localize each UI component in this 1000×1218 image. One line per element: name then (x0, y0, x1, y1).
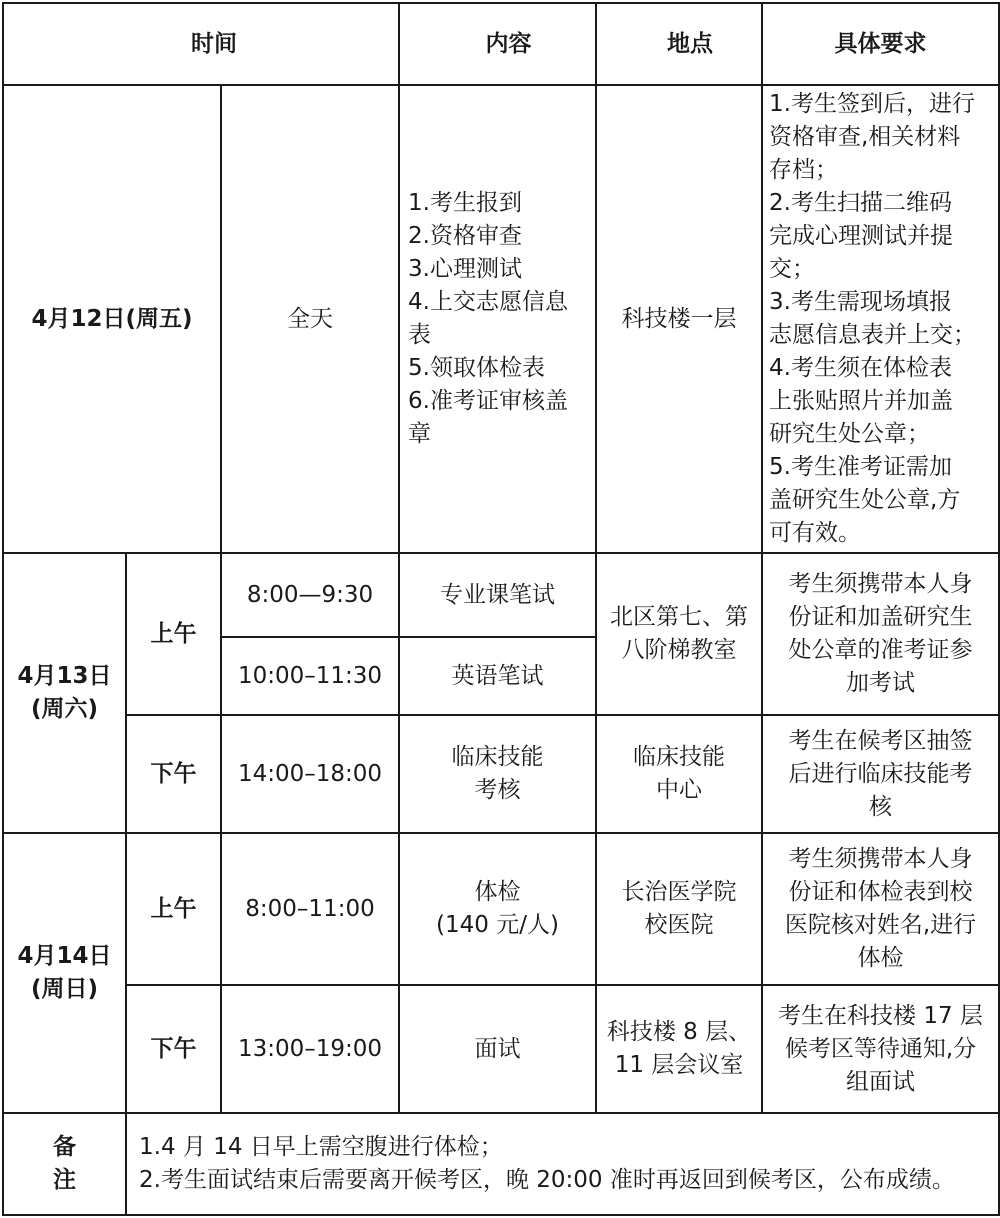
day2-slot2-time: 10:00–11:30 (221, 637, 399, 715)
day1-content-line: 5.领取体检表 (408, 355, 545, 381)
header-location: 地点 (596, 3, 762, 85)
day3-morning-req-line: 医院核对姓名,进行 (784, 912, 977, 938)
day1-content-line: 2.资格审查 (408, 223, 522, 249)
day3-morning-location-line: 长治医学院 (621, 879, 737, 905)
day2-afternoon-location-line: 临床技能 (633, 744, 725, 770)
header-time: 时间 (3, 3, 399, 85)
day1-req-line: 志愿信息表并上交； (769, 322, 976, 348)
day2-morning-label: 上午 (126, 553, 221, 715)
day2-afternoon-req-line: 核 (869, 793, 892, 820)
day1-content-line: 章 (408, 421, 431, 447)
day2-date-line1: 4月13日 (17, 663, 112, 689)
day3-afternoon-requirements (762, 985, 999, 1113)
notes-label: 备注 (3, 1113, 126, 1215)
day1-content-line: 4.上交志愿信息 (408, 289, 568, 315)
day1-content (399, 85, 596, 553)
day2-slot2-content: 英语笔试 (399, 637, 596, 715)
day3-morning-req-line: 份证和体检表到校 (788, 879, 973, 905)
note-item: 1.4 月 14 日早上需空腹进行体检； (139, 1134, 503, 1160)
day2-afternoon-location-line: 中心 (656, 777, 702, 803)
day1-req-line: 4.考生须在体检表 (769, 355, 952, 381)
day2-afternoon-content-line: 临床技能 (451, 744, 544, 770)
day2-slot1-content: 专业课笔试 (399, 553, 596, 637)
day1-req-line: 研究生处公章； (769, 421, 930, 447)
day3-afternoon-req-line: 候考区等待通知,分 (784, 1035, 977, 1062)
header-content: 内容 (399, 3, 596, 85)
day3-afternoon-req-line: 考生在科技楼 17 层 (778, 1002, 983, 1029)
day1-req-line: 完成心理测试并提 (769, 223, 953, 249)
day3-morning-req-line: 考生须携带本人身 (788, 846, 973, 872)
day3-date-line1: 4月14日 (17, 943, 112, 969)
notes-row (3, 1113, 999, 1215)
day1-content-line: 表 (408, 322, 431, 348)
day1-req-line: 可有效。 (769, 520, 861, 546)
day1-date: 4月12日(周五) (3, 85, 221, 553)
day1-req-line: 存档； (769, 157, 838, 183)
day2-morning-location-line: 北区第七、第 (610, 604, 748, 630)
day1-req-line: 上张贴照片并加盖 (769, 388, 953, 414)
day3-afternoon-row (3, 985, 999, 1113)
day2-morning-requirements (762, 553, 999, 715)
day2-afternoon-location (596, 715, 762, 833)
day3-morning-location-line: 校医院 (644, 912, 714, 938)
day3-date (3, 833, 126, 1113)
day1-row (3, 85, 999, 553)
day3-morning-content-line: 体检 (474, 879, 521, 905)
day2-morning-req-line: 份证和加盖研究生 (788, 604, 973, 630)
notes-content (126, 1113, 999, 1215)
day3-morning-location (596, 833, 762, 985)
day1-period: 全天 (221, 85, 399, 553)
day2-date-line2: (周六) (30, 696, 99, 722)
day1-content-line: 3.心理测试 (408, 256, 522, 282)
day3-morning-content (399, 833, 596, 985)
header-requirements: 具体要求 (762, 3, 999, 85)
day3-morning-requirements (762, 833, 999, 985)
day3-afternoon-time: 13:00–19:00 (221, 985, 399, 1113)
day2-morning-req-line: 考生须携带本人身 (788, 571, 973, 597)
day2-afternoon-content (399, 715, 596, 833)
day3-afternoon-location-line: 11 层会议室 (614, 1052, 744, 1078)
day2-afternoon-content-line: 考核 (474, 777, 521, 803)
day3-date-line2: (周日) (30, 976, 99, 1002)
day2-afternoon-req-line: 考生在候考区抽签 (788, 727, 973, 754)
day1-req-line: 3.考生需现场填报 (769, 289, 952, 315)
day2-morning-location (596, 553, 762, 715)
day1-req-line: 2.考生扫描二维码 (769, 190, 952, 216)
day3-afternoon-location-line: 科技楼 8 层、 (606, 1019, 752, 1045)
day2-afternoon-label: 下午 (126, 715, 221, 833)
day3-morning-req-line: 体检 (857, 945, 904, 971)
day3-morning-row (3, 833, 999, 985)
day1-req-line: 交； (769, 256, 815, 282)
day2-afternoon-time: 14:00–18:00 (221, 715, 399, 833)
day3-morning-content-line: (140 元/人) (436, 912, 559, 938)
day1-requirements (762, 85, 999, 553)
schedule-table (2, 2, 1000, 1216)
day1-content-line: 1.考生报到 (408, 190, 522, 216)
day1-content-line: 6.准考证审核盖 (408, 388, 568, 414)
day1-req-line: 资格审查,相关材料 (769, 124, 961, 150)
day2-date (3, 553, 126, 833)
day2-afternoon-row (3, 715, 999, 833)
day1-location: 科技楼一层 (596, 85, 762, 553)
day2-morning-slot1-row (3, 553, 999, 637)
day3-afternoon-location (596, 985, 762, 1113)
day2-afternoon-req-line: 后进行临床技能考 (788, 760, 973, 787)
day1-req-line: 1.考生签到后，进行 (769, 91, 975, 117)
day2-morning-location-line: 八阶梯教室 (621, 637, 737, 663)
day3-morning-label: 上午 (126, 833, 221, 985)
day3-afternoon-label: 下午 (126, 985, 221, 1113)
day2-morning-req-line: 处公章的准考证参 (788, 637, 973, 663)
day2-afternoon-requirements (762, 715, 999, 833)
day3-afternoon-req-line: 组面试 (846, 1068, 915, 1095)
day1-req-line: 5.考生准考证需加 (769, 454, 952, 480)
day2-morning-req-line: 加考试 (846, 670, 915, 696)
header-row (3, 3, 999, 85)
day2-slot1-time: 8:00—9:30 (221, 553, 399, 637)
day3-afternoon-content: 面试 (399, 985, 596, 1113)
day3-morning-time: 8:00–11:00 (221, 833, 399, 985)
note-item: 2.考生面试结束后需要离开候考区，晚 20:00 准时再返回到候考区，公布成绩。 (139, 1167, 955, 1193)
day1-req-line: 盖研究生处公章,方 (769, 487, 961, 513)
